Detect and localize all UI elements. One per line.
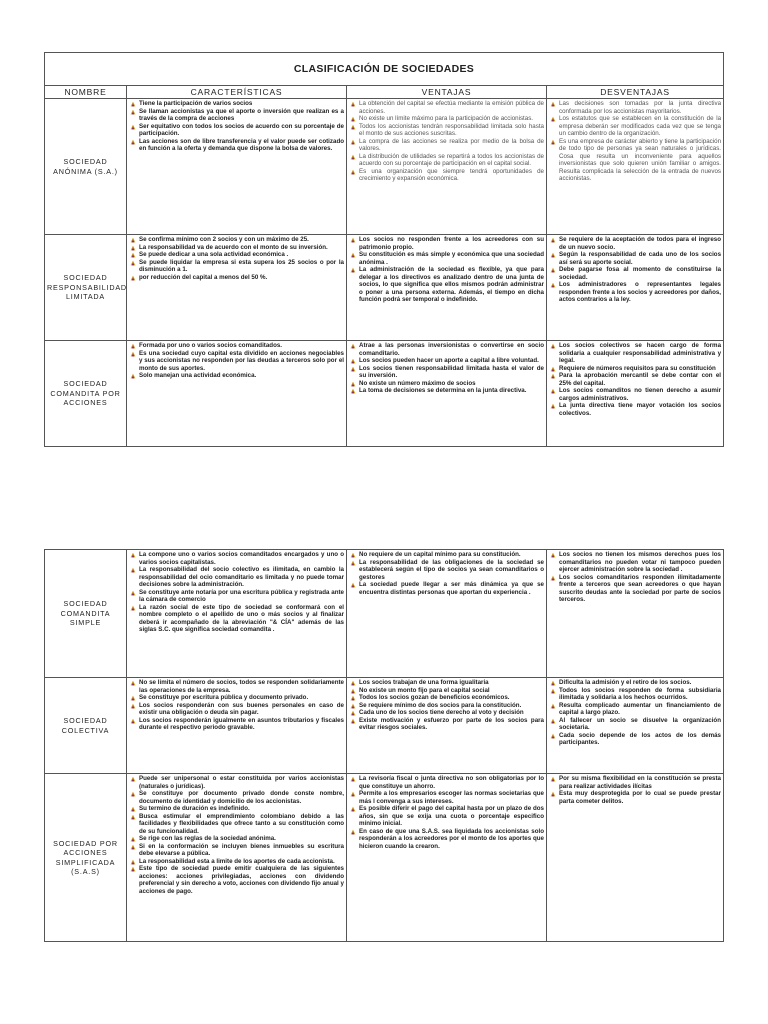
list-item — [129, 775, 344, 790]
list-item-text: No existe un monto fijo para el capital social — [359, 686, 490, 694]
list-item-text: La responsabilidad va de acuerdo con el monto de su inversión. — [139, 243, 328, 251]
desventajas-cell — [547, 235, 724, 341]
list-item-text: Requiere de números requisitos para su constitución — [559, 364, 716, 372]
bullet-icon — [130, 109, 136, 115]
list-item — [549, 387, 721, 402]
bullet-icon — [130, 351, 136, 357]
list-item — [349, 168, 544, 183]
bullet-icon — [350, 381, 356, 387]
bullet-icon — [350, 695, 356, 701]
list-item — [349, 790, 544, 805]
bullet-icon — [350, 267, 356, 273]
list-item — [349, 805, 544, 828]
list-item-text: No requiere de un capital mínimo para su constitución. — [359, 551, 521, 558]
bullet-icon — [550, 282, 556, 288]
list-item — [129, 805, 344, 813]
bullet-icon — [130, 343, 136, 349]
list-item — [549, 551, 721, 574]
list-item — [129, 342, 344, 350]
list-item-text: La distribución de utilidades se repartirá a todos los accionistas de acuerdo con su porcentaje de participación en el capital social. — [359, 152, 544, 167]
row-name: SOCIEDAD COMANDITA POR ACCIONES — [45, 341, 127, 447]
list-item — [129, 717, 344, 732]
list-item — [549, 281, 721, 304]
list-item — [129, 813, 344, 836]
list-item — [129, 589, 344, 604]
list-item-text: Se constituye por escritura pública y documento privado. — [139, 694, 309, 701]
list-item-text: Su constitución es más simple y económica que una sociedad anónima . — [359, 251, 544, 266]
bullet-icon — [350, 791, 356, 797]
bullet-icon — [550, 252, 556, 258]
bullet-icon — [350, 116, 356, 122]
list-item — [129, 694, 344, 702]
header-ventajas: VENTAJAS — [347, 86, 547, 99]
list-item — [129, 244, 344, 252]
list-item — [349, 100, 544, 115]
bullet-icon — [550, 343, 556, 349]
bullet-icon — [350, 154, 356, 160]
bullet-icon — [350, 252, 356, 258]
desventajas-cell — [547, 99, 724, 235]
list-item-text: Las acciones son de libre transferencia y el valor puede ser cotizado en función a la oferta y demanda que dispone la bolsa de valores. — [139, 137, 344, 152]
caracteristicas-cell — [127, 678, 347, 774]
list-item-text: Se requiere mínimo de dos socios para la constitución. — [359, 701, 522, 709]
list-item-text: Los socios comanditarios responden ilimitadamente frente a terceros que sean acreedores o que hayan suscrito deudas ante la sociedad por parte de socios terceros. — [559, 573, 721, 603]
list-item — [349, 387, 544, 395]
row-name: SOCIEDAD COLECTIVA — [45, 678, 127, 774]
row-name: SOCIEDAD ANÓNIMA (S.A.) — [45, 99, 127, 235]
list-item — [349, 717, 544, 732]
list-item-text: La responsabilidad esta a limite de los aportes de cada accionista. — [139, 857, 335, 865]
bullet-icon — [130, 844, 136, 850]
table-row — [45, 235, 724, 341]
list-item — [549, 342, 721, 365]
bullet-icon — [550, 552, 556, 558]
classification-table-2 — [44, 549, 724, 942]
bullet-icon — [350, 139, 356, 145]
list-item — [349, 828, 544, 851]
list-item-text: Los socios comanditos no tienen derecho a asumir cargos administrativos. — [559, 387, 722, 402]
bullet-icon — [130, 139, 136, 145]
list-item-text: La toma de decisiones se determina en la junta directiva. — [359, 387, 527, 394]
bullet-icon — [350, 680, 356, 686]
list-item — [129, 350, 344, 373]
bullet-icon — [130, 552, 136, 558]
list-item — [549, 702, 721, 717]
bullet-icon — [350, 366, 356, 372]
list-item-text: No existe un número máximo de socios — [359, 379, 476, 387]
list-item — [129, 843, 344, 858]
bullet-icon — [550, 776, 556, 782]
list-item — [349, 115, 544, 123]
ventajas-cell — [347, 235, 547, 341]
row-name: SOCIEDAD COMANDITA SIMPLE — [45, 550, 127, 678]
bullet-icon — [350, 710, 356, 716]
list-item — [549, 266, 721, 281]
bullet-icon — [550, 718, 556, 724]
desventajas-cell — [547, 550, 724, 678]
bullet-icon — [550, 237, 556, 243]
table-row — [45, 99, 724, 235]
bullet-icon — [130, 567, 136, 573]
bullet-icon — [350, 388, 356, 394]
list-item-text: Las decisiones son tomadas por la junta directiva conformada por los accionistas mayoritarios. — [559, 100, 722, 115]
list-item-text: Cada socio depende de los actos de los demás participantes. — [559, 731, 721, 746]
list-item-text: Para la aprobación mercantil se debe contar con el 25% del capital. — [559, 372, 722, 387]
bullet-icon — [550, 791, 556, 797]
list-item — [349, 380, 544, 388]
list-item-text: La compra de las acciones se realiza por medio de la bolsa de valores. — [359, 137, 544, 152]
bullet-icon — [550, 366, 556, 372]
list-item-text: La compone uno o varios socios comanditados encargados y uno o varios socios capitalistas. — [139, 551, 344, 566]
list-item — [349, 775, 544, 790]
desventajas-cell — [547, 678, 724, 774]
list-item — [129, 100, 344, 108]
caracteristicas-cell — [127, 774, 347, 942]
bullet-icon — [550, 116, 556, 122]
list-item-text: Es una sociedad cuyo capital esta dividido en acciones negociables y sus accionistas no responden por las deudas a terceros solo por el monto de sus aportes. — [139, 349, 344, 372]
caracteristicas-cell — [127, 550, 347, 678]
table-title: CLASIFICACIÓN DE SOCIEDADES — [45, 53, 724, 86]
bullet-icon — [130, 791, 136, 797]
list-item-text: por reducción del capital a menos del 50 %. — [139, 273, 268, 281]
list-item — [129, 865, 344, 895]
bullet-icon — [350, 169, 356, 175]
desventajas-cell — [547, 774, 724, 942]
bullet-icon — [350, 237, 356, 243]
list-item-text: Tiene la participación de varios socios — [139, 100, 253, 107]
bullet-icon — [550, 688, 556, 694]
caracteristicas-cell — [127, 235, 347, 341]
list-item-text: Los socios trabajan de una forma igualitaria — [359, 679, 489, 686]
bullet-icon — [130, 237, 136, 243]
list-item — [549, 100, 721, 115]
list-item-text: Formada por uno o varios socios comanditados. — [139, 342, 283, 349]
list-item — [549, 687, 721, 702]
list-item-text: Todos los accionistas tendrán responsabilidad limitada solo hasta el monto de sus acciones suscritas. — [359, 122, 544, 137]
list-item-text: La sociedad puede llegar a ser más dinámica ya que se encuentra distintas personas que aportan du experiencia . — [359, 581, 544, 596]
bullet-icon — [130, 859, 136, 865]
list-item — [349, 342, 544, 357]
list-item-text: Los socios responderán igualmente en asuntos tributarios y fiscales durante el respectivo periodo gravable. — [139, 716, 344, 731]
bullet-icon — [130, 260, 136, 266]
list-item — [349, 365, 544, 380]
caracteristicas-cell — [127, 99, 347, 235]
list-item — [129, 372, 344, 380]
list-item-text: Ser equitativo con todos los socios de acuerdo con su porcentaje de participación. — [139, 122, 344, 137]
bullet-icon — [550, 101, 556, 107]
list-item-text: Cada uno de los socios tiene derecho al voto y decisión — [359, 709, 524, 716]
list-item — [129, 138, 344, 153]
row-name: SOCIEDAD POR ACCIONES SIMPLIFICADA (S.A.S) — [45, 774, 127, 942]
ventajas-cell — [347, 550, 547, 678]
bullet-icon — [350, 552, 356, 558]
table-row — [45, 678, 724, 774]
list-item-text: En caso de que una S.A.S. sea liquidada los accionistas solo responderán a los acreedores por el monto de los aportes que hicieron cuando la crearon. — [359, 827, 544, 850]
list-item-text: La junta directiva tiene mayor votación los socios colectivos. — [559, 402, 722, 417]
list-item-text: La responsabilidad del socio colectivo es ilimitada, en cambio la responsabilidad del ocio comanditario es limitada y no puede tomar decisiones sobre la administración. — [139, 566, 344, 588]
bullet-icon — [550, 733, 556, 739]
list-item — [549, 236, 721, 251]
table-row — [45, 341, 724, 447]
list-item — [129, 551, 344, 566]
caracteristicas-cell — [127, 341, 347, 447]
bullet-icon — [350, 358, 356, 364]
list-item — [549, 717, 721, 732]
list-item-text: La administración de la sociedad es flexible, ya que para delegar a los directivos es analizado dentro de una junta de socios, lo que significa que ellos mismos podrán administrar o poner a una persona externa. Además, el tiempo en dicha función podrá ser temporal o indefinido. — [359, 266, 544, 303]
bullet-icon — [130, 776, 136, 782]
bullet-icon — [550, 139, 556, 145]
bullet-icon — [550, 373, 556, 379]
list-item — [129, 251, 344, 259]
bullet-icon — [130, 866, 136, 872]
list-item-text: Esta muy desprotegida por lo cual se puede prestar parta cometer delitos. — [559, 790, 721, 805]
bullet-icon — [130, 718, 136, 724]
ventajas-cell — [347, 678, 547, 774]
list-item-text: Se confirma mínimo con 2 socios y con un máximo de 25. — [139, 236, 309, 243]
list-item — [349, 687, 544, 695]
list-item — [129, 274, 344, 282]
list-item — [349, 559, 544, 582]
table-row — [45, 550, 724, 678]
list-item-text: Los socios colectivos se hacen cargo de forma solidaria a cualquier responsabilidad administrativa y legal. — [559, 342, 722, 364]
list-item — [129, 123, 344, 138]
bullet-icon — [130, 806, 136, 812]
bullet-icon — [130, 814, 136, 820]
list-item-text: Permite a los empresarios escoger las normas societarias que más l convenga a sus intereses. — [359, 790, 544, 805]
list-item-text: Si en la conformación se incluyen bienes inmuebles su escritura debe elevarse a pública. — [139, 842, 344, 857]
list-item-text: Atrae a las personas inversionistas o convertirse en socio comanditario. — [359, 342, 544, 357]
ventajas-cell — [347, 341, 547, 447]
list-item-text: Existe motivación y esfuerzo por parte de los socios para evitar riesgos sociales. — [359, 716, 544, 731]
list-item-text: Su termino de duración es indefinido. — [139, 805, 250, 812]
bullet-icon — [350, 560, 356, 566]
bullet-icon — [350, 343, 356, 349]
list-item — [129, 566, 344, 589]
bullet-icon — [550, 388, 556, 394]
list-item-text: Los administradores o representantes legales responden frente a los socios y acreedores por daños, actos contrarios a la ley. — [559, 281, 722, 303]
list-item-text: Se constituye ante notaría por una escritura pública y registrada ante la cámara de comercio — [139, 588, 344, 603]
list-item-text: Este tipo de sociedad puede emitir cualquiera de las siguientes acciones: acciones privilegiadas, acciones con dividendo preferencial y sin derecho a voto, acciones con dividendo fijo anual y acciones de pago. — [139, 865, 344, 895]
bullet-icon — [130, 605, 136, 611]
list-item-text: Los socios tienen responsabilidad limitada hasta el valor de su inversión. — [359, 364, 544, 379]
list-item-text: Es una organización que siempre tendrá oportunidades de crecimiento y expansión económica. — [359, 167, 544, 182]
bullet-icon — [350, 101, 356, 107]
list-item-text: Se puede dedicar a una sola actividad económica . — [139, 251, 289, 258]
list-item — [549, 402, 721, 417]
list-item-text: Dificulta la admisión y el retiro de los socios. — [559, 679, 692, 686]
bullet-icon — [350, 829, 356, 835]
bullet-icon — [130, 101, 136, 107]
list-item-text: La razón social de este tipo de sociedad se conformará con el nombre completo o el apellido de uno o más socios y al finalizar deberá ir acompañado de la abreviación "& CÍA" además de las siglas S.C. que significa sociedad comandita . — [139, 603, 344, 633]
bullet-icon — [130, 590, 136, 596]
bullet-icon — [130, 695, 136, 701]
list-item-text: Se puede liquidar la empresa si esta supera los 25 socios o por la disminución a 1. — [139, 258, 344, 273]
list-item — [349, 551, 544, 559]
list-item-text: Los socios pueden hacer un aporte a capital a libre voluntad. — [359, 357, 539, 364]
list-item-text: Los socios responderán con sus buenes personales en caso de existir una obligación o deuda sin pagar. — [139, 701, 344, 716]
list-item — [549, 251, 721, 266]
list-item — [349, 679, 544, 687]
list-item — [129, 835, 344, 843]
bullet-icon — [350, 688, 356, 694]
row-name: SOCIEDAD RESPONSABILIDAD LIMITADA — [45, 235, 127, 341]
list-item-text: Se llaman accionistas ya que el aporte o inversión que realizan es a través de la compra de acciones — [139, 107, 344, 122]
list-item — [349, 357, 544, 365]
bullet-icon — [350, 718, 356, 724]
list-item — [549, 790, 721, 805]
list-item — [549, 138, 721, 183]
list-item — [549, 679, 721, 687]
list-item-text: Se requiere de la aceptación de todos para el ingreso de un nuevo socio. — [559, 236, 722, 251]
list-item — [349, 153, 544, 168]
list-item-text: Se constituye por documento privado donde conste nombre, documento de identidad y domicilio de los accionistas. — [139, 790, 344, 805]
bullet-icon — [130, 275, 136, 281]
list-item — [129, 702, 344, 717]
list-item-text: Puede ser unipersonal o estar constituida por varios accionistas (naturales o jurídicas). — [139, 775, 344, 790]
bullet-icon — [550, 403, 556, 409]
list-item — [349, 251, 544, 266]
list-item — [129, 604, 344, 634]
list-item-text: No existe un límite máximo para la participación de accionistas. — [359, 115, 534, 122]
list-item-text: Se rige con las reglas de la sociedad anónima. — [139, 835, 276, 842]
list-item — [549, 372, 721, 387]
list-item-text: La revisoría fiscal o junta directiva no son obligatorias por lo que constituye un ahorro. — [359, 775, 544, 790]
bullet-icon — [350, 124, 356, 130]
list-item-text: Los estatutos que se establecen en la constitución de la empresa deberán ser modificados cada vez que se tenga un cambio dentro de la organización. — [559, 115, 722, 137]
list-item — [349, 694, 544, 702]
list-item-text: Busca estimular el emprendimiento colombiano debido a las facilidades y flexibilidades que ofrece tanto a su constitución como de su funcionalidad. — [139, 812, 344, 835]
list-item-text: Debe pagarse fosa al momento de constituirse la sociedad. — [559, 266, 722, 281]
list-item-text: Es una empresa de carácter abierto y tiene la participación de todo tipo de personas ya sean naturales o jurídicas. Cosa que resulta un inconveniente para aquellos inversionistas que solo quieren unión familiar o amigos. Resulta complicada la selección de la entrada de nuevos accionistas. — [559, 137, 722, 182]
bullet-icon — [130, 703, 136, 709]
header-desventajas: DESVENTAJAS — [547, 86, 724, 99]
list-item-text: Todos los socios gozan de beneficios económicos. — [359, 694, 510, 701]
bullet-icon — [550, 703, 556, 709]
list-item-text: La obtención del capital se efectúa mediante la emisión pública de acciones. — [359, 100, 544, 115]
list-item — [349, 236, 544, 251]
bullet-icon — [350, 776, 356, 782]
list-item — [349, 581, 544, 596]
list-item — [129, 108, 344, 123]
bullet-icon — [350, 582, 356, 588]
list-item — [129, 236, 344, 244]
list-item-text: Todos los socios responden de forma subsidiaria ilimitada y solidaria a los hechos ocurridos. — [559, 686, 721, 701]
bullet-icon — [130, 373, 136, 379]
bullet-icon — [130, 245, 136, 251]
bullet-icon — [550, 267, 556, 273]
classification-table-1 — [44, 52, 724, 447]
list-item — [129, 679, 344, 694]
list-item — [129, 259, 344, 274]
list-item — [549, 365, 721, 373]
bullet-icon — [550, 575, 556, 581]
list-item-text: Es posible diferir el pago del capital hasta por un plazo de dos años, sin que se exija una cuota o porcentaje especifico mínimo inicial. — [359, 805, 544, 827]
table-row — [45, 774, 724, 942]
list-item-text: Al fallecer un socio se disuelve la organización societaria. — [559, 716, 721, 731]
bullet-icon — [130, 836, 136, 842]
list-item-text: No se limita el número de socios, todos se responden solidariamente las operaciones de la empresa. — [139, 679, 344, 694]
bullet-icon — [130, 252, 136, 258]
list-item — [129, 790, 344, 805]
list-item-text: Solo manejan una actividad económica. — [139, 372, 257, 379]
list-item — [349, 702, 544, 710]
bullet-icon — [350, 806, 356, 812]
bullet-icon — [550, 680, 556, 686]
list-item — [549, 775, 721, 790]
list-item-text: Según la responsabilidad de cada uno de los socios así será su aporte social. — [559, 251, 722, 266]
list-item-text: Los socios no tienen los mismos derechos pues los comanditarios no pueden votar ni tampoco pueden ejercer administración sobre la sociedad . — [559, 551, 721, 573]
list-item-text: La responsabilidad de las obligaciones de la sociedad se establecerá según el tipo de socios ya sean comanditarios o gestores — [359, 558, 544, 581]
list-item — [549, 732, 721, 747]
ventajas-cell — [347, 774, 547, 942]
bullet-icon — [130, 124, 136, 130]
list-item — [549, 115, 721, 138]
list-item-text: Los socios no responden frente a los acreedores con su patrimonio propio. — [359, 236, 544, 251]
list-item-text: Resulta complicado aumentar un financiamiento de capital a largo plazo. — [559, 701, 721, 716]
ventajas-cell — [347, 99, 547, 235]
desventajas-cell — [547, 341, 724, 447]
list-item — [349, 138, 544, 153]
list-item — [349, 709, 544, 717]
bullet-icon — [130, 680, 136, 686]
bullet-icon — [350, 703, 356, 709]
list-item-text: Por su misma flexibilidad en la constitución se presta para realizar actividades ilícitas — [559, 775, 721, 790]
list-item — [129, 858, 344, 866]
list-item — [549, 574, 721, 604]
header-nombre: NOMBRE — [45, 86, 127, 99]
header-caracteristicas: CARACTERÍSTICAS — [127, 86, 347, 99]
list-item — [349, 266, 544, 304]
list-item — [349, 123, 544, 138]
